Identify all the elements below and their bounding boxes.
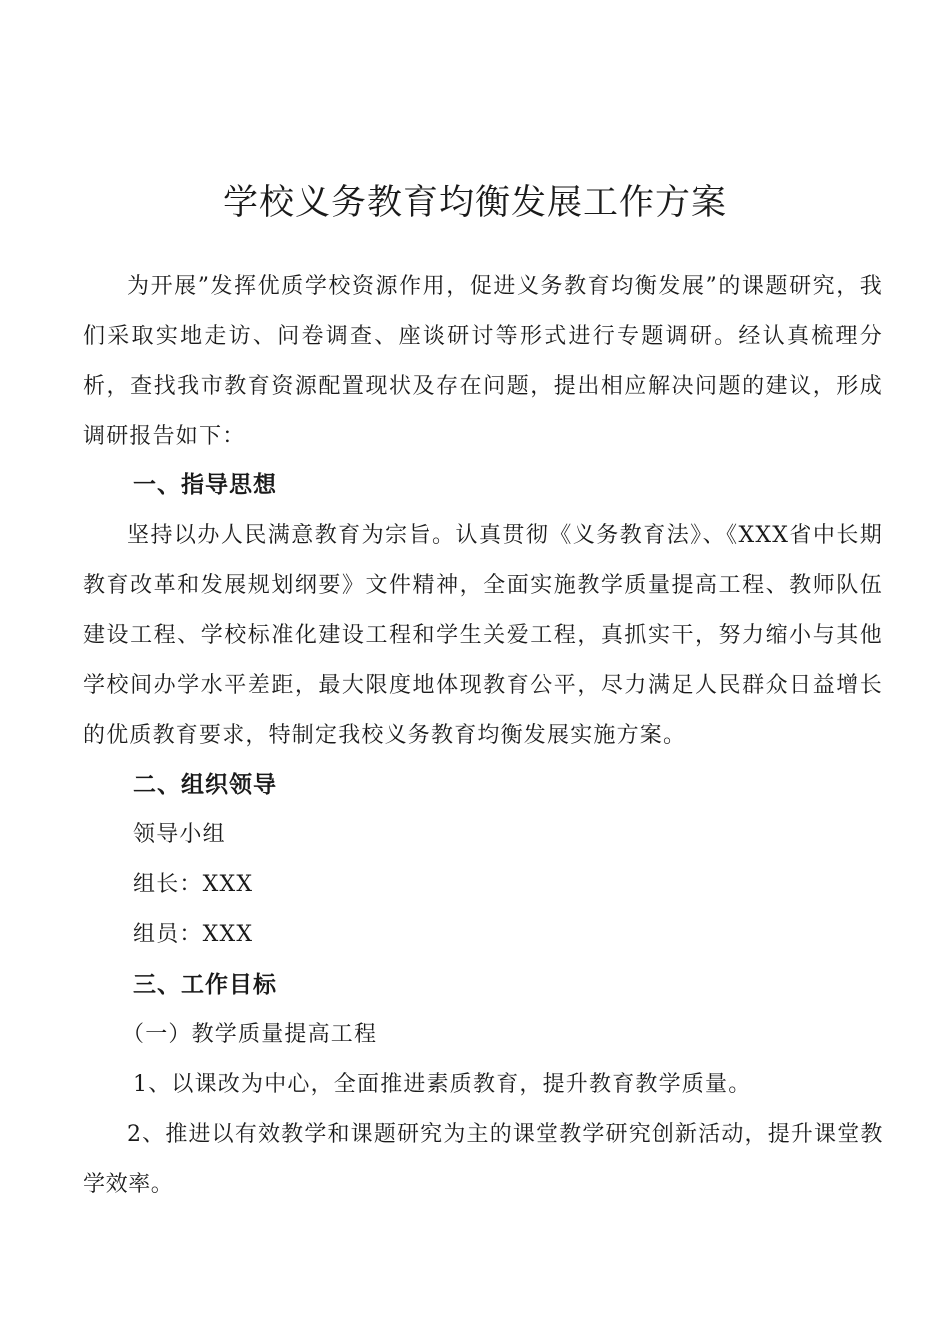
goal-item-1: 1、以课改为中心，全面推进素质教育，提升教育教学质量。 xyxy=(133,1072,752,1097)
section-heading-work-goals: 三、工作目标 xyxy=(133,972,277,998)
leadership-group-label: 领导小组 xyxy=(133,822,226,847)
section-heading-organization: 二、组织领导 xyxy=(133,772,277,798)
section-heading-guiding-thought: 一、指导思想 xyxy=(133,472,277,498)
group-leader-line: 组长：XXX xyxy=(133,872,254,897)
intro-paragraph: 为开展”发挥优质学校资源作用，促进义务教育均衡发展”的课题研究，我们采取实地走访、问卷调查、座谈研讨等形式进行专题调研。经认真梳理分析，查找我市教育资源配置现状及存在问题，提出相应解决问题的建议，形成调研报告如下： xyxy=(83,274,883,449)
subsection-teaching-quality: （一）教学质量提高工程 xyxy=(122,1022,378,1047)
group-members-line: 组员：XXX xyxy=(133,922,254,947)
guiding-thought-paragraph: 坚持以办人民满意教育为宗旨。认真贯彻《义务教育法》、《XXX省中长期教育改革和发展规划纲要》文件精神，全面实施教学质量提高工程、教师队伍建设工程、学校标准化建设工程和学生关爱工程，真抓实干，努力缩小与其他学校间办学水平差距，最大限度地体现教育公平，尽力满足人民群众日益增长的优质教育要求，特制定我校义务教育均衡发展实施方案。 xyxy=(83,523,883,748)
goal-item-2: 2、推进以有效教学和课题研究为主的课堂教学研究创新活动，提升课堂教学效率。 xyxy=(83,1122,883,1197)
document-title: 学校义务教育均衡发展工作方案 xyxy=(222,183,727,224)
